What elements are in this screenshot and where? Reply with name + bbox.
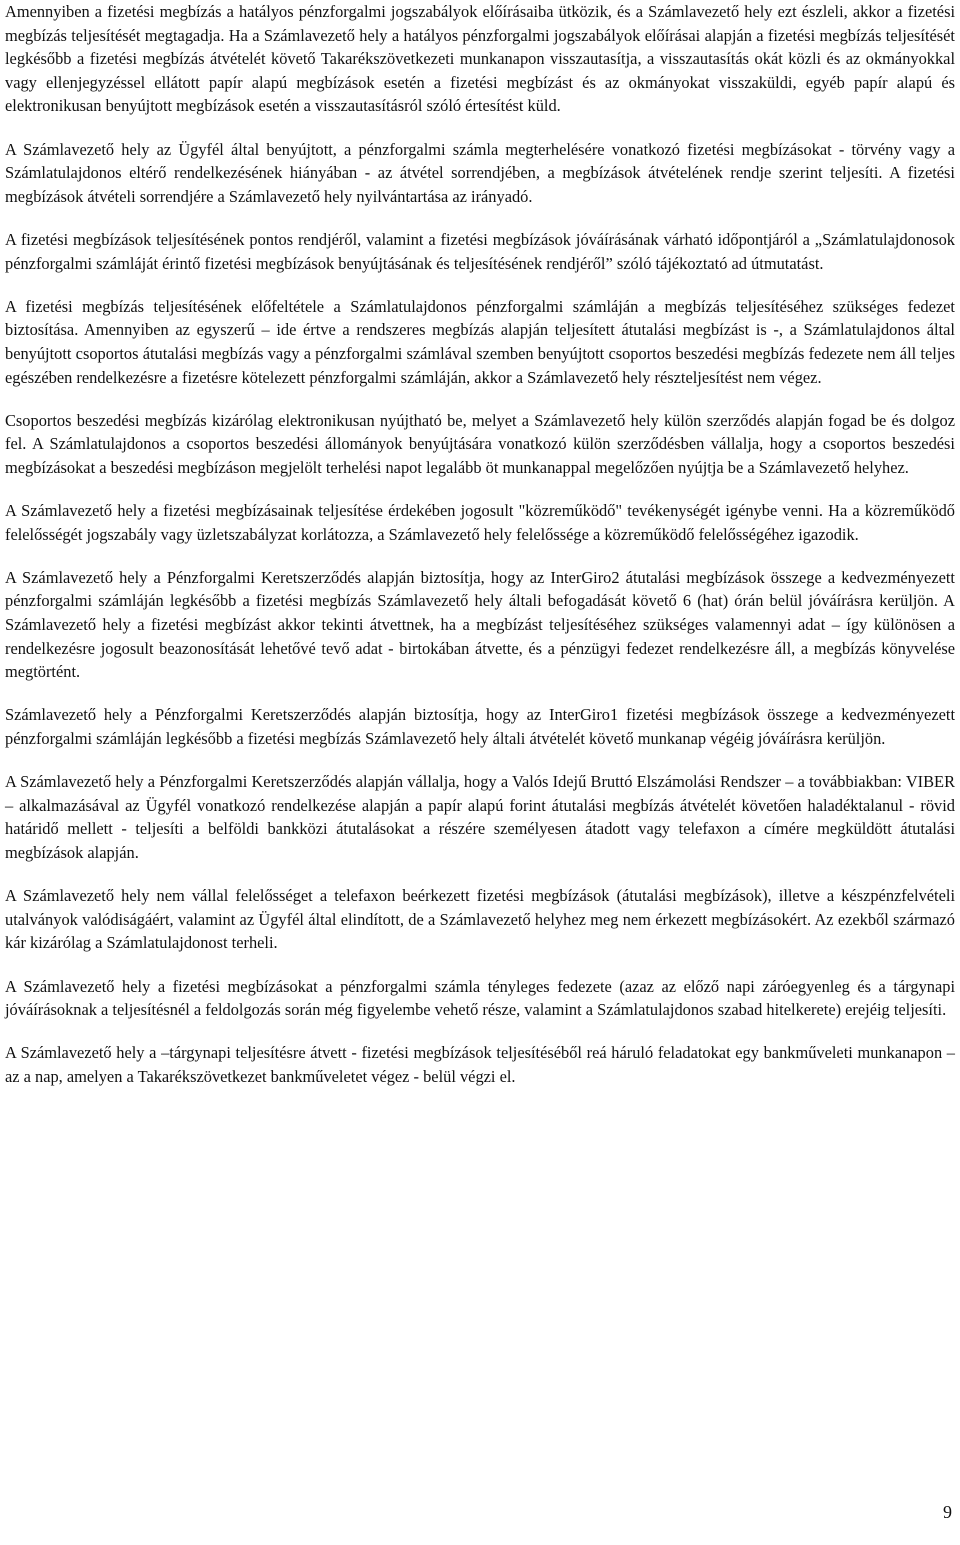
document-body bbox=[5, 0, 955, 1108]
paragraph-viber: A Számlavezető hely a Pénzforgalmi Keretszerződés alapján vállalja, hogy a Valós Idejű Bruttó Elszámolási Rendszer – a továbbiakban: VIBER – alkalmazásával az Ügyfél vonatkozó rendelkezése alapján a papír alapú forint átutalási megbízás átvételét követően haladéktalanul - rövid határidő mellett - teljesíti a belföldi bankközi átutalásokat a részére személyesen átadott vagy telefaxon a címére megküldött átutalási megbízások alapján. bbox=[5, 772, 955, 862]
paragraph-schedule-info: A fizetési megbízások teljesítésének pontos rendjéről, valamint a fizetési megbízások jóváírásának várható időpontjáról a „Számlatulajdonosok pénzforgalmi számláját érintő fizetési megbízások benyújtásának és teljesítésének rendjéről” szóló tájékoztató ad útmutatást. bbox=[5, 229, 955, 273]
paragraph-liability-fax: A Számlavezető hely nem vállal felelősséget a telefaxon beérkezett fizetési megbízások (átutalási megbízások), illetve a készpénzfelvételi utalványok valódiságáért, valamint az Ügyfél által elindított, de a Számlavezető helyhez meg nem érkezett megbízásokért. Az ezekből származó kár kizárólag a Számlatulajdonost terheli. bbox=[5, 886, 955, 953]
paragraph-rejection: Amennyiben a fizetési megbízás a hatályos pénzforgalmi jogszabályok előírásaiba ütközik, és a Számlavezető hely ezt észleli, akkor a fizetési megbízás teljesítését megtagadja. Ha a Számlavezető hely a hatályos pénzforgalmi jogszabályok előírásai alapján a fizetési megbízás teljesítését legkésőbb a fizetési megbízás átvételét követő Takarékszövetkezeti munkanapon visszautasítja, a visszautasítás okát közli és az okmányokkal vagy ellenjegyzéssel ellátott papír alapú megbízások esetén a fizetési megbízást és az okmányokat visszaküldi, egyéb papír alapú és elektronikusan benyújtott megbízások esetén a visszautasításról szóló értesítést küld. bbox=[5, 2, 955, 116]
paragraph-intermediary: A Számlavezető hely a fizetési megbízásainak teljesítése érdekében jogosult "közreműködő" tevékenységét igénybe venni. Ha a közreműködő felelősségét jogszabály vagy üzletszabályzat korlátozza, a Számlavezető hely felelőssége a közreműködő felelősségéhez igazodik. bbox=[5, 501, 955, 544]
paragraph-intergiro2: A Számlavezető hely a Pénzforgalmi Keretszerződés alapján biztosítja, hogy az InterGiro2 átutalási megbízások összege a kedvezményezett pénzforgalmi számláján legkésőbb a fizetési megbízás Számlavezető hely általi befogadását követő 6 (hat) órán belül jóváírásra kerüljön. A Számlavezető hely a fizetési megbízást akkor tekinti átvettnek, ha a megbízást teljesítéséhez szükséges valamennyi adat – így különösen a rendelkezésre jogosult beazonosítását lehetővé tevő adat - birtokában átvette, és a pénzügyi fedezet rendelkezésre áll, a megbízás könyvelése megtörtént. bbox=[5, 567, 955, 682]
page-number: 9 bbox=[943, 1502, 952, 1522]
paragraph-group-collection: Csoportos beszedési megbízás kizárólag elektronikusan nyújtható be, melyet a Számlavezető hely külön szerződés alapján fogad be és dolgoz fel. A Számlatulajdonos a csoportos beszedési állományok benyújtására vonatkozó külön szerződésben vállalja, hogy a csoportos beszedési megbízásokat a beszedési megbízáson megjelölt terhelési napot legalább öt munkanappal megelőzően nyújtja be a Számlavezető helyhez. bbox=[5, 410, 955, 477]
paragraph-same-day: A Számlavezető hely a –tárgynapi teljesítésre átvett - fizetési megbízások teljesítéséből reá háruló feladatokat egy bankműveleti munkanapon – az a nap, amelyen a Takarékszövetkezet bankműveletet végez - belül végzi el. bbox=[5, 1043, 955, 1086]
paragraph-coverage: A fizetési megbízás teljesítésének előfeltétele a Számlatulajdonos pénzforgalmi számláján a megbízás teljesítéséhez szükséges fedezet biztosítása. Amennyiben az egyszerű – ide értve a rendszeres megbízás alapján teljesített átutalási megbízást is -, a Számlatulajdonos által benyújtott csoportos átutalási megbízás vagy a pénzforgalmi számlával szemben benyújtott csoportos beszedési megbízás fedezete nem áll teljes egészében rendelkezésre a fizetésre kötelezett pénzforgalmi számláján, akkor a Számlavezető hely részteljesítést nem végez. bbox=[5, 296, 955, 387]
paragraph-execution-order: A Számlavezető hely az Ügyfél által benyújtott, a pénzforgalmi számla megterhelésére vonatkozó fizetési megbízásokat - törvény vagy a Számlatulajdonos eltérő rendelkezésének hiányában - az átvétel sorrendjében, a megbízások átvételének rendje szerint teljesíti. A fizetési megbízások átvételi sorrendjére a Számlavezető hely nyilvántartása az irányadó. bbox=[5, 139, 955, 206]
paragraph-coverage-limit: A Számlavezető hely a fizetési megbízásokat a pénzforgalmi számla tényleges fedezete (azaz az előző napi záróegyenleg és a tárgynapi jóváírásoknak a teljesítésnél a feldolgozás során még figyelembe vehető része, valamint a Számlatulajdonos szabad hitelkerete) erejéig teljesíti. bbox=[5, 976, 955, 1020]
paragraph-intergiro1: Számlavezető hely a Pénzforgalmi Keretszerződés alapján biztosítja, hogy az InterGiro1 fizetési megbízások összege a kedvezményezett pénzforgalmi számláján legkésőbb a fizetési megbízás Számlavezető hely általi átvételét követő munkanap végéig jóváírásra kerüljön. bbox=[5, 705, 955, 748]
